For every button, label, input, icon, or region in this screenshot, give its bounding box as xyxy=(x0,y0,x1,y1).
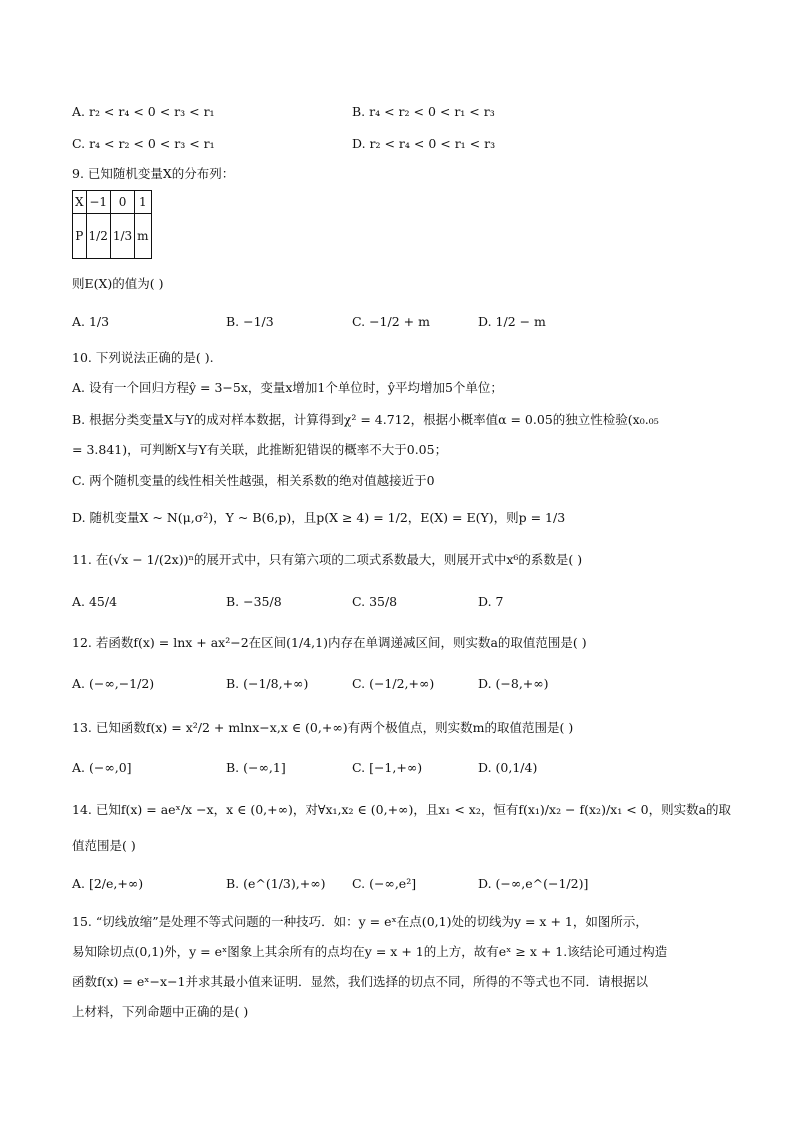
q8-option-a: A. r₂ < r₄ < 0 < r₃ < r₁ xyxy=(72,104,215,119)
distribution-table xyxy=(72,190,152,259)
q10-stem: 10. 下列说法正确的是( ). xyxy=(72,350,214,365)
q15-line3: 函数f(x) = eˣ−x−1并求其最小值来证明．显然，我们选择的切点不同，所得的不等式也不同．请根据以 xyxy=(72,974,648,989)
table-cell: 0 xyxy=(110,191,134,214)
q15-line1: 15. “切线放缩”是处理不等式问题的一种技巧．如：y = eˣ在点(0,1)处的切线为y = x + 1，如图所示， xyxy=(72,914,648,929)
q14-stem-line2: 值范围是( ) xyxy=(72,838,136,853)
q10-option-d: D. 随机变量X ~ N(μ,σ²)，Y ~ B(6,p)，且p(X ≥ 4) = 1/2，E(X) = E(Y)，则p = 1/3 xyxy=(72,510,566,525)
q12-option-c: C. (−1/2,+∞) xyxy=(352,676,435,691)
q13-option-d: D. (0,1/4) xyxy=(478,760,538,775)
q9-option-a: A. 1/3 xyxy=(72,314,110,329)
table-cell: 1 xyxy=(135,191,151,214)
q8-option-b: B. r₄ < r₂ < 0 < r₁ < r₃ xyxy=(352,104,495,119)
q11-option-a: A. 45/4 xyxy=(72,594,118,609)
q8-option-c: C. r₄ < r₂ < 0 < r₃ < r₁ xyxy=(72,136,215,151)
q9-option-b: B. −1/3 xyxy=(226,314,274,329)
q12-stem: 12. 若函数f(x) = lnx + ax²−2在区间(1/4,1)内存在单调递减区间，则实数a的取值范围是( ) xyxy=(72,635,587,650)
table-cell: 1/2 xyxy=(86,214,110,259)
table-cell: X xyxy=(73,191,87,214)
table-cell: −1 xyxy=(86,191,110,214)
q12-option-d: D. (−8,+∞) xyxy=(478,676,549,691)
q14-option-c: C. (−∞,e²] xyxy=(352,876,417,891)
q9-option-d: D. 1/2 − m xyxy=(478,314,546,329)
q15-line2: 易知除切点(0,1)外，y = eˣ图象上其余所有的点均在y = x + 1的上方，故有eˣ ≥ x + 1.该结论可通过构造 xyxy=(72,944,668,959)
q9-stem: 9. 已知随机变量X的分布列： xyxy=(72,166,235,181)
q8-option-d: D. r₂ < r₄ < 0 < r₁ < r₃ xyxy=(352,136,496,151)
q14-option-d: D. (−∞,e^(−1/2)] xyxy=(478,876,589,891)
q10-option-a: A. 设有一个回归方程ŷ = 3−5x，变量x增加1个单位时，ŷ平均增加5个单位； xyxy=(72,380,503,395)
q15-line4: 上材料，下列命题中正确的是( ) xyxy=(72,1004,249,1019)
q13-option-b: B. (−∞,1] xyxy=(226,760,286,775)
q11-option-c: C. 35/8 xyxy=(352,594,398,609)
q10-option-b-line1: B. 根据分类变量X与Y的成对样本数据，计算得到χ² = 4.712，根据小概率值α = 0.05的独立性检验(x₀.₀₅ xyxy=(72,412,659,427)
table-cell: P xyxy=(73,214,87,259)
q14-option-a: A. [2/e,+∞) xyxy=(72,876,144,891)
q11-option-b: B. −35/8 xyxy=(226,594,282,609)
q11-stem: 11. 在(√x − 1/(2x))ⁿ的展开式中，只有第六项的二项式系数最大，则展开式中x⁶的系数是( ) xyxy=(72,552,583,567)
table-cell: 1/3 xyxy=(110,214,134,259)
q14-stem-line1: 14. 已知f(x) = aeˣ/x −x，x ∈ (0,+∞)，对∀x₁,x₂ ∈ (0,+∞)，且x₁ < x₂，恒有f(x₁)/x₂ − f(x₂)/x₁ < 0，则实数a的取 xyxy=(72,802,732,817)
q10-option-b-line2: = 3.841)，可判断X与Y有关联，此推断犯错误的概率不大于0.05； xyxy=(72,442,448,457)
q10-option-c: C. 两个随机变量的线性相关性越强，相关系数的绝对值越接近于0 xyxy=(72,473,435,488)
q9-ask: 则E(X)的值为( ) xyxy=(72,276,164,291)
q11-option-d: D. 7 xyxy=(478,594,504,609)
q13-option-a: A. (−∞,0] xyxy=(72,760,132,775)
q14-option-b: B. (e^(1/3),+∞) xyxy=(226,876,326,891)
table-cell: m xyxy=(135,214,151,259)
q13-stem: 13. 已知函数f(x) = x²/2 + mlnx−x,x ∈ (0,+∞)有两个极值点，则实数m的取值范围是( ) xyxy=(72,720,574,735)
q9-option-c: C. −1/2 + m xyxy=(352,314,430,329)
q12-option-a: A. (−∞,−1/2) xyxy=(72,676,155,691)
q12-option-b: B. (−1/8,+∞) xyxy=(226,676,309,691)
q13-option-c: C. [−1,+∞) xyxy=(352,760,423,775)
